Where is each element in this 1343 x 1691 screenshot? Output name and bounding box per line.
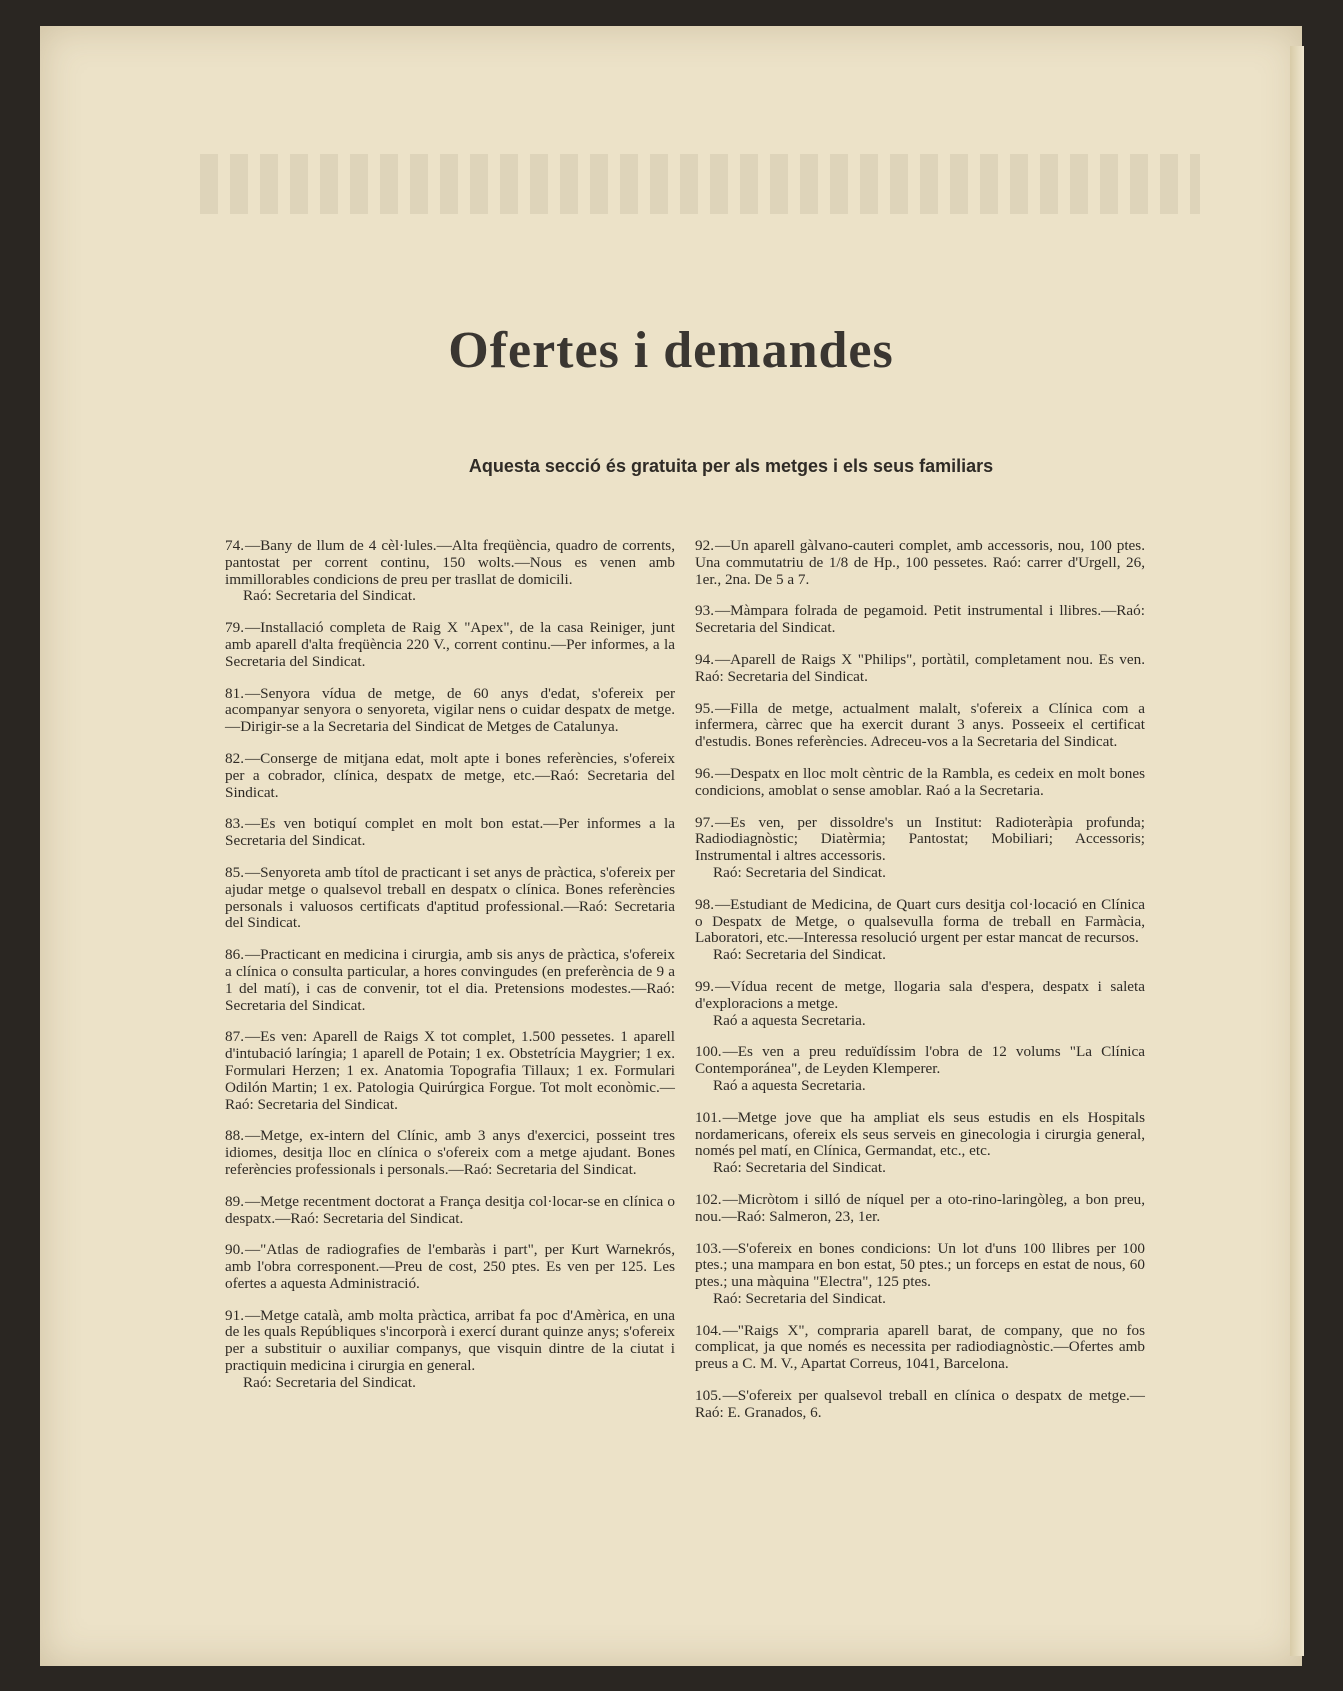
listing-entry [225, 751, 675, 801]
listing-number: 81. [225, 684, 244, 702]
listing-number: 95. [695, 699, 714, 717]
listing-entry [225, 1242, 675, 1292]
listing-number: 86. [225, 946, 244, 964]
listing-contact: Raó: Secretaria del Sindicat. [713, 863, 886, 881]
listing-number: 101. [695, 1108, 722, 1126]
listing-number: 91. [225, 1306, 244, 1324]
listing-text: —"Raigs X", compraria aparell barat, de company, que no fos complicat, ja que només es necessita per radiodiagnòstic.—Ofertes amb preus a C. M. V., Apartat Correus, 1041, Barcelona. [695, 1321, 1145, 1373]
show-through-header [200, 154, 1200, 214]
listing-number: 97. [695, 813, 714, 831]
listing-entry [695, 1192, 1145, 1226]
listing-text: —Metge català, amb molta pràctica, arribat fa poc d'Amèrica, en una de les quals Repúbliques s'incorporà i exercí durant quinze anys; s'ofereix per a substituir o auxiliar companys, que visquin dintre de la ciutat i practiquin medicina i cirurgia en general. [225, 1306, 675, 1375]
listing-number: 103. [695, 1239, 722, 1257]
listing-text: —Senyoreta amb títol de practicant i set anys de pràctica, s'ofereix per ajudar metge o qualsevol treball en despatx o clínica. Bones referències personals i valuosos certificats d'aptitud professional.—Raó: Secretaria del Sindicat. [225, 863, 675, 932]
listing-entry [695, 701, 1145, 751]
listing-contact: Raó: Secretaria del Sindicat. [713, 946, 886, 964]
listing-number: 105. [695, 1387, 722, 1405]
listing-text: —Metge jove que ha ampliat els seus estudis en els Hospitals nordamericans, ofereix els seus serveis en ginecologia i cirurgia general, només pel matí, en Clínica, Germandat, etc., etc. [695, 1108, 1145, 1160]
listing-text: —Filla de metge, actualment malalt, s'ofereix a Clínica com a infermera, càrrec que ha exercit durant 3 anys. Posseeix el certificat d'estudis. Bones referències. Adreceu-vos a la Secretaria del Sindicat. [695, 699, 1145, 751]
listing-text: —Es ven: Aparell de Raigs X tot complet, 1.500 pessetes. 1 aparell d'intubació laríngia; 1 aparell de Potain; 1 ex. Obstetrícia Maygrier; 1 ex. Formulari Herzen; 1 ex. Anatomia Topografia Tillaux; 1 ex. Formulari Odilón Martin; 1 ex. Patologia Quirúrgica Forgue. Tot molt econòmic.—Raó: Secretaria del Sindicat. [225, 1028, 675, 1113]
listing-contact: Raó: Secretaria del Sindicat. [713, 1159, 886, 1177]
listing-number: 88. [225, 1127, 244, 1145]
listing-text: —Despatx en lloc molt cèntric de la Rambla, es cedeix en molt bones condicions, amoblat o sense amoblar. Raó a la Secretaria. [695, 764, 1145, 799]
listing-entry [225, 1308, 675, 1392]
listing-text: —Senyora vídua de metge, de 60 anys d'edat, s'ofereix per acompanyar senyora o senyoreta, vigilar nens o cuidar despatx de metge.—Dirigir-se a la Secretaria del Sindicat de Metges de Catalunya. [225, 684, 675, 736]
listing-text: —S'ofereix en bones condicions: Un lot d'uns 100 llibres per 100 ptes.; una mampara en bon estat, 50 ptes.; un forceps en estat de nous, 60 ptes.; una màquina "Electra", 125 ptes. [695, 1239, 1145, 1291]
listing-text: —S'ofereix per qualsevol treball en clínica o despatx de metge.—Raó: E. Granados, 6. [695, 1387, 1145, 1421]
listing-text: —Bany de llum de 4 cèl·lules.—Alta freqüència, quadro de corrents, pantostat per corrent continu, 150 wolts.—Nous es venen amb immillorables condicions de preu per trasllat de domicili. [225, 537, 675, 588]
listing-number: 79. [225, 619, 244, 637]
document-page [40, 26, 1302, 1666]
listing-number: 102. [695, 1190, 722, 1208]
listing-entry [225, 1029, 675, 1113]
listing-contact: Raó: Secretaria del Sindicat. [243, 587, 416, 605]
listing-text: —Es ven a preu reduïdíssim l'obra de 12 volums "La Clínica Contemporánea", de Leyden Klemperer. [695, 1043, 1145, 1078]
listing-entry [695, 1044, 1145, 1094]
listing-text: —Metge, ex-intern del Clínic, amb 3 anys d'exercici, posseint tres idiomes, desitja lloc en clínica o s'ofereix com a metge ajudant. Bones referències professionals i personals.—Raó: Secretaria del Sindicat. [225, 1127, 675, 1178]
left-column [225, 538, 675, 1407]
listing-entry [695, 897, 1145, 964]
listing-entry [695, 815, 1145, 882]
listing-entry [225, 1194, 675, 1228]
listing-number: 92. [695, 537, 714, 554]
listing-contact: Raó: Secretaria del Sindicat. [713, 1289, 886, 1307]
listing-entry [695, 652, 1145, 686]
listing-entry [695, 979, 1145, 1029]
listing-number: 87. [225, 1028, 244, 1046]
listing-entry [225, 816, 675, 850]
listing-entry [695, 1388, 1145, 1422]
listing-number: 74. [225, 537, 244, 554]
listing-entry [695, 1241, 1145, 1308]
listing-number: 104. [695, 1321, 722, 1339]
listing-contact: Raó: Secretaria del Sindicat. [243, 1373, 416, 1391]
listing-text: —Màmpara folrada de pegamoid. Petit instrumental i llibres.—Raó: Secretaria del Sindicat. [695, 602, 1145, 637]
listing-text: —"Atlas de radiografies de l'embaràs i part", per Kurt Warnekrós, amb l'obra corresponent.—Preu de cost, 250 ptes. Es ven per 125. Les ofertes a aquesta Administració. [225, 1241, 675, 1292]
listing-entry [695, 1323, 1145, 1373]
listing-text: —Micròtom i silló de níquel per a oto-rino-laringòleg, a bon preu, nou.—Raó: Salmeron, 23, 1er. [695, 1190, 1145, 1225]
listing-text: —Conserge de mitjana edat, molt apte i bones referències, s'ofereix per a cobrador, clínica, despatx de metge, etc.—Raó: Secretaria del Sindicat. [225, 749, 675, 801]
listing-number: 83. [225, 815, 244, 833]
listing-entry [225, 947, 675, 1014]
listing-number: 93. [695, 602, 714, 620]
listing-entry [695, 1110, 1145, 1177]
listing-number: 99. [695, 977, 714, 995]
listing-number: 96. [695, 764, 714, 782]
listing-text: —Metge recentment doctorat a França desitja col·locar-se en clínica o despatx.—Raó: Secretaria del Sindicat. [225, 1192, 675, 1227]
listing-entry [225, 1128, 675, 1178]
listing-text: —Practicant en medicina i cirurgia, amb sis anys de pràctica, s'ofereix a clínica o consulta particular, a hores convingudes (en preferència de 9 a 1 del matí), i cas de convenir, tot el dia. Pretensions modestes.—Raó: Secretaria del Sindicat. [225, 946, 675, 1014]
listing-number: 100. [695, 1043, 722, 1061]
listing-text: —Installació completa de Raig X "Apex", de la casa Reiniger, junt amb aparell d'alta freqüència 220 V., corrent continu.—Per informes, a la Secretaria del Sindicat. [225, 619, 675, 670]
listing-number: 85. [225, 863, 244, 881]
page-edge [1290, 46, 1304, 1656]
listing-entry [695, 603, 1145, 637]
listing-entry [695, 766, 1145, 800]
right-column [695, 538, 1145, 1437]
listing-entry [225, 620, 675, 670]
listing-number: 89. [225, 1192, 244, 1210]
listing-text: —Estudiant de Medicina, de Quart curs desitja col·locació en Clínica o Despatx de Metge, o qualsevulla forma de treball en Farmàcia, Laboratori, etc.—Interessa resolució urgent per estar mancat de recursos. [695, 895, 1145, 947]
listing-contact: Raó a aquesta Secretaria. [713, 1011, 866, 1029]
listing-number: 82. [225, 749, 244, 767]
page-subtitle: Aquesta secció és gratuita per als metges i els seus familiars [468, 456, 994, 476]
listing-contact: Raó a aquesta Secretaria. [713, 1076, 866, 1094]
listing-text: —Un aparell gàlvano-cauteri complet, amb accessoris, nou, 100 ptes. Una commutatriu de 1/8 de Hp., 100 pessetes. Raó: carrer d'Urgell, 26, 1er., 2na. De 5 a 7. [695, 537, 1145, 588]
listing-entry [225, 538, 675, 605]
listing-text: —Aparell de Raigs X "Philips", portàtil, completament nou. Es ven. Raó: Secretaria del Sindicat. [695, 650, 1145, 685]
listing-number: 90. [225, 1241, 244, 1259]
listing-text: —Vídua recent de metge, llogaria sala d'espera, despatx i saleta d'exploracions a metge. [695, 977, 1145, 1012]
listing-entry [225, 686, 675, 736]
listing-number: 98. [695, 895, 714, 913]
listing-text: —Es ven botiquí complet en molt bon estat.—Per informes a la Secretaria del Sindicat. [225, 815, 675, 850]
page-title: Ofertes i demandes [448, 322, 894, 379]
listing-entry [695, 538, 1145, 588]
listing-entry [225, 865, 675, 932]
listing-text: —Es ven, per dissoldre's un Institut: Radioteràpia profunda; Radiodiagnòstic; Diatèrmia; Pantostat; Mobiliari; Accessoris; Instrumental i altres accessoris. [695, 813, 1145, 865]
listing-number: 94. [695, 650, 714, 668]
